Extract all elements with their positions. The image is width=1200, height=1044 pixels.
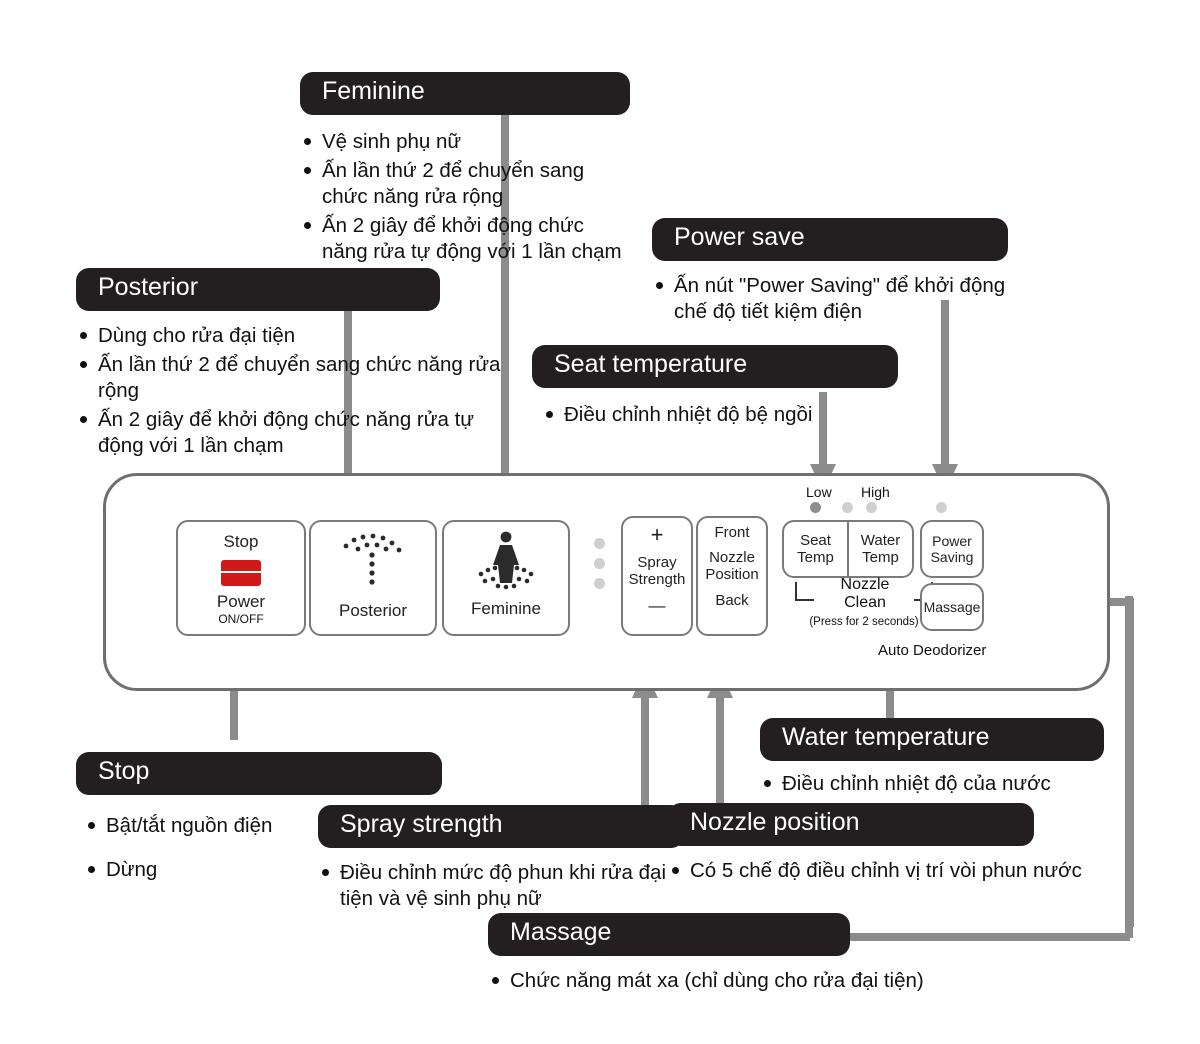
list-item: Ấn nút "Power Saving" để khởi động chế độ tiết kiệm điện [652,273,1042,325]
nozzle-clean-label [820,576,910,611]
callout-massage-body [488,968,988,994]
list-item: Dừng [84,857,414,883]
list-item: Điều chỉnh nhiệt độ của nước [760,771,1120,797]
list-item: Vệ sinh phụ nữ [300,129,630,155]
list-item: Ấn lần thứ 2 để chuyển sang chức năng rửa rộng [300,158,630,210]
temp-led-1 [810,502,821,513]
temp-led-2 [842,502,853,513]
spray-strength-line1: Spray [637,554,677,571]
callout-massage [488,913,988,997]
callout-nozzle-position [668,803,1108,887]
spray-plus-label: + [650,522,664,547]
callout-feminine-title: Feminine [300,72,630,115]
callout-power-save [652,218,1042,328]
list-item: Điều chỉnh nhiệt độ bệ ngồi [542,402,902,428]
seat-water-temp-button-group[interactable] [782,520,914,578]
feminine-spray-icon [444,530,568,597]
callout-seat-temperature-title: Seat temperature [532,345,898,388]
massage-label: Massage [923,599,981,615]
list-item: Điều chỉnh mức độ phun khi rửa đại tiện và vệ sinh phụ nữ [318,860,668,912]
power-onoff-label: ON/OFF [218,612,264,626]
nozzle-front-label: Front [714,524,750,541]
arrow-massage-tail [1122,596,1136,938]
list-item: Dùng cho rửa đại tiện [76,323,506,349]
spray-strength-line2: Strength [628,571,686,588]
water-temp-line2: Temp [862,549,899,566]
low-indicator-label: Low [806,484,832,500]
list-item: Ấn 2 giây để khởi động chức năng rửa tự động với 1 lần chạm [300,213,630,265]
nozzle-clean-line2: Clean [844,593,886,611]
nozzle-position-line2: Position [705,566,759,583]
callout-nozzle-position-title: Nozzle position [668,803,1034,846]
callout-feminine [300,72,630,269]
callout-spray-strength-body [318,860,668,912]
callout-power-save-title: Power save [652,218,1008,261]
callout-water-temperature-body [760,771,1120,797]
callout-water-temperature [760,718,1120,800]
posterior-button[interactable] [309,520,437,636]
callout-spray-strength [318,805,684,915]
nozzle-back-label: Back [715,592,749,609]
callout-power-save-body [652,273,1042,325]
stop-power-button[interactable] [176,520,306,636]
water-temp-line1: Water [860,531,901,549]
seat-temp-button[interactable] [784,522,847,576]
callout-spray-strength-title: Spray strength [318,805,684,848]
seat-temp-line1: Seat [800,531,831,549]
callout-posterior-body [76,323,506,460]
spray-strength-button[interactable] [621,516,693,636]
feminine-label: Feminine [471,599,541,618]
feminine-button[interactable] [442,520,570,636]
callout-posterior-title: Posterior [76,268,440,311]
remote-control-panel [103,473,1110,691]
callout-posterior [76,268,506,463]
water-temp-button[interactable] [849,522,912,576]
high-indicator-label: High [861,484,890,500]
list-item: Bật/tắt nguồn điện [84,813,414,839]
callout-massage-title: Massage [488,913,850,956]
temp-led-3 [866,502,877,513]
callout-seat-temperature [532,345,902,431]
callout-stop-title: Stop [76,752,442,795]
auto-deodorizer-label: Auto Deodorizer [878,642,987,659]
massage-button[interactable] [920,583,984,631]
list-item: Chức năng mát xa (chỉ dùng cho rửa đại tiện) [488,968,988,994]
stop-icon [221,560,261,586]
power-saving-line1: Power [932,533,972,549]
callout-feminine-body [300,129,630,266]
nozzle-position-line1: Nozzle [709,549,755,566]
callout-water-temperature-title: Water temperature [760,718,1104,761]
nozzle-clean-line1: Nozzle [840,576,890,593]
nozzle-clean-note: (Press for 2 seconds) [809,616,919,628]
nozzle-position-button[interactable] [696,516,768,636]
power-save-led [936,502,947,513]
list-item: Có 5 chế độ điều chỉnh vị trí vòi phun nước [668,858,1108,884]
arrow-power-save [928,300,962,492]
seat-temp-line2: Temp [797,549,834,566]
spray-minus-label: — [648,596,666,615]
callout-nozzle-position-body [668,858,1108,884]
callout-seat-temperature-body [532,402,902,428]
list-item: Ấn 2 giây để khởi động chức năng rửa tự động với 1 lần chạm [76,407,506,459]
posterior-label: Posterior [338,601,408,620]
power-label: Power [216,592,266,611]
posterior-spray-icon [311,532,435,595]
power-saving-line2: Saving [930,549,974,565]
stop-label: Stop [223,532,259,551]
list-item: Ấn lần thứ 2 để chuyển sang chức năng rửa rộng [76,352,506,404]
power-saving-button[interactable] [920,520,984,578]
